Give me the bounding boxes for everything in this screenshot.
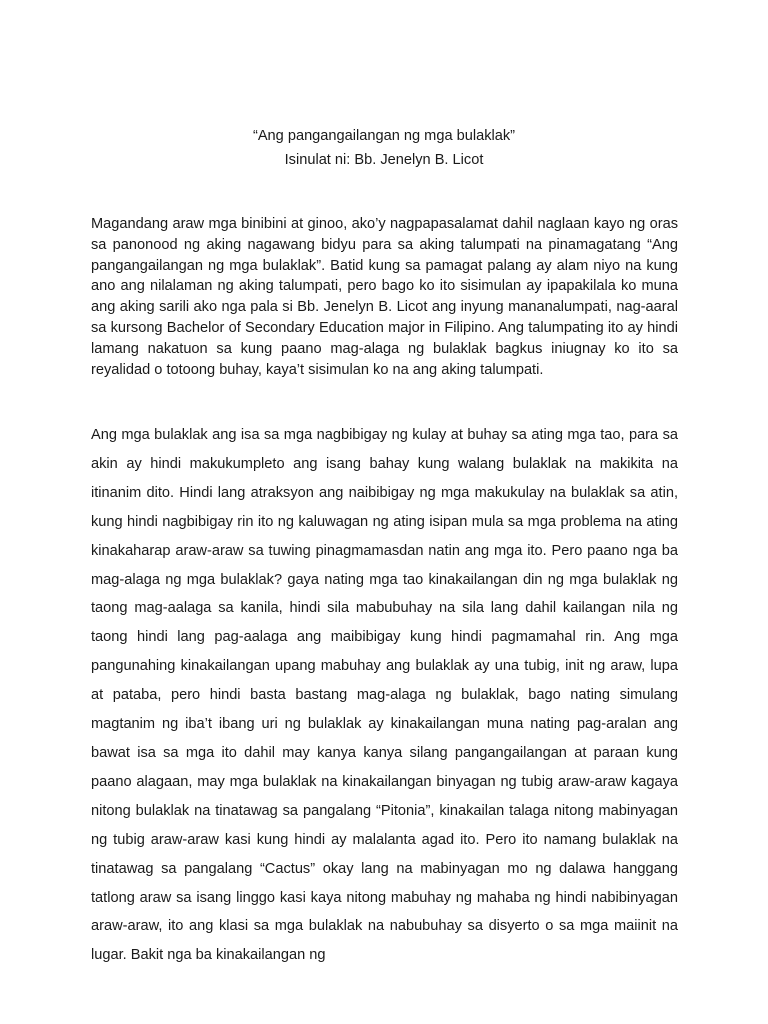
document-header [0, 124, 768, 172]
paragraph-introduction: Magandang araw mga binibini at ginoo, ako’y nagpapasalamat dahil naglaan kayo ng oras sa panonood ng aking nagawang bidyu para sa aking talumpati na pinamagatang “Ang pangangailangan ng mga bulaklak”. Batid kung sa pamagat palang ay alam niyo na kung ano ang nilalaman ng aking talumpati, pero bago ko ito sisimulan ay ipapakilala ko muna ang aking sarili ako nga pala si Bb. Jenelyn B. Licot ang inyung mananalumpati, nag-aaral sa kursong Bachelor of Secondary Education major in Filipino. Ang talumpating ito ay hindi lamang nakatuon sa kung paano mag-alaga ng bulaklak bagkus iniugnay ko ito sa reyalidad o totoong buhay, kaya’t sisimulan ko na ang aking talumpati. [91, 216, 678, 378]
document-title: “Ang pangangailangan ng mga bulaklak” [252, 128, 516, 144]
author-line: Isinulat ni: Bb. Jenelyn B. Licot [284, 152, 484, 168]
paragraph-body: Ang mga bulaklak ang isa sa mga nagbibigay ng kulay at buhay sa ating mga tao, para sa akin ay hindi makukumpleto ang isang bahay kung walang bulaklak na makikita na itinanim dito. Hindi lang atraksyon ang naibibigay ng mga makukulay na bulaklak sa atin, kung hindi nagbibigay rin ito ng kaluwagan ng ating isipan mula sa mga problema na ating kinakaharap araw-araw sa tuwing pinagmamasdan natin ang mga ito. Pero paano nga ba mag-alaga ng mga bulaklak? gaya nating mga tao kinakailangan din ng mga bulaklak ng taong mag-aalaga sa kanila, hindi sila mabubuhay na sila lang dahil kailangan nila ng taong hindi lang pag-aalaga ang maibibigay kung hindi pagmamahal rin. Ang mga pangunahing kinakailangan upang mabuhay ang bulaklak ay una tubig, init ng araw, lupa at pataba, pero hindi basta bastang mag-alaga ng bulaklak, bago nating simulang magtanim ng iba’t ibang uri ng bulaklak ay kinakailangan muna nating pag-aralan ang bawat isa sa mga ito dahil may kanya kanya silang pangangailangan at paraan kung paano alagaan, may mga bulaklak na kinakailangan binyagan ng tubig araw-araw kagaya nitong bulaklak na tinatawag sa pangalang “Pitonia”, kinakailan talaga nitong mabinyagan ng tubig araw-araw kasi kung hindi ay malalanta agad ito. Pero ito namang bulaklak na tinatawag sa pangalang “Cactus” okay lang na mabinyagan mo ng dalawa hanggang tatlong araw sa isang linggo kasi kaya nitong mabuhay ng mahaba ng hindi nabibinyagan araw-araw, ito ang klasi sa mga bulaklak na nabubuhay sa disyerto o sa mga maiinit na lugar. Bakit nga ba kinakailangan ng [91, 427, 678, 964]
